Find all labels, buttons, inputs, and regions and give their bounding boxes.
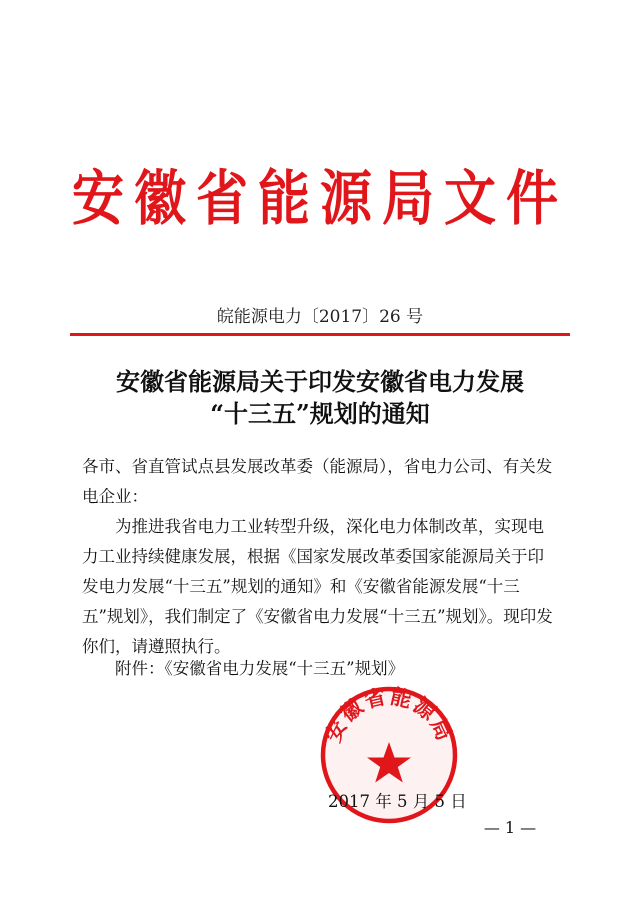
- document-body: [82, 452, 560, 662]
- document-number: 皖能源电力〔2017〕26 号: [216, 307, 424, 327]
- addressee: 各市、省直管试点县发展改革委（能源局），省电力公司、有关发电企业：: [82, 457, 553, 506]
- seal-text: 安徽省能源局: [320, 684, 458, 746]
- attachment-line: 附件：《安徽省电力发展“十三五”规划》: [115, 659, 405, 678]
- document-title: [60, 366, 580, 430]
- issue-date: 2017 年 5 月 5 日: [328, 792, 467, 811]
- red-divider: [70, 333, 570, 336]
- page-number: — 1 —: [483, 818, 537, 837]
- document-title-line-2: “十三五”规划的通知: [210, 399, 430, 428]
- document-title-line-1: 安徽省能源局关于印发安徽省电力发展: [116, 367, 524, 396]
- body-paragraph: 为推进我省电力工业转型升级，深化电力体制改革，实现电力工业持续健康发展，根据《国家发展改革委国家能源局关于印发电力发展“十三五”规划的通知》和《安徽省能源发展“十三五”规划》，我们制定了《安徽省电力发展“十三五”规划》。现印发你们，请遵照执行。: [82, 517, 553, 656]
- issuing-authority-header: 安徽省能源局文件: [71, 164, 568, 234]
